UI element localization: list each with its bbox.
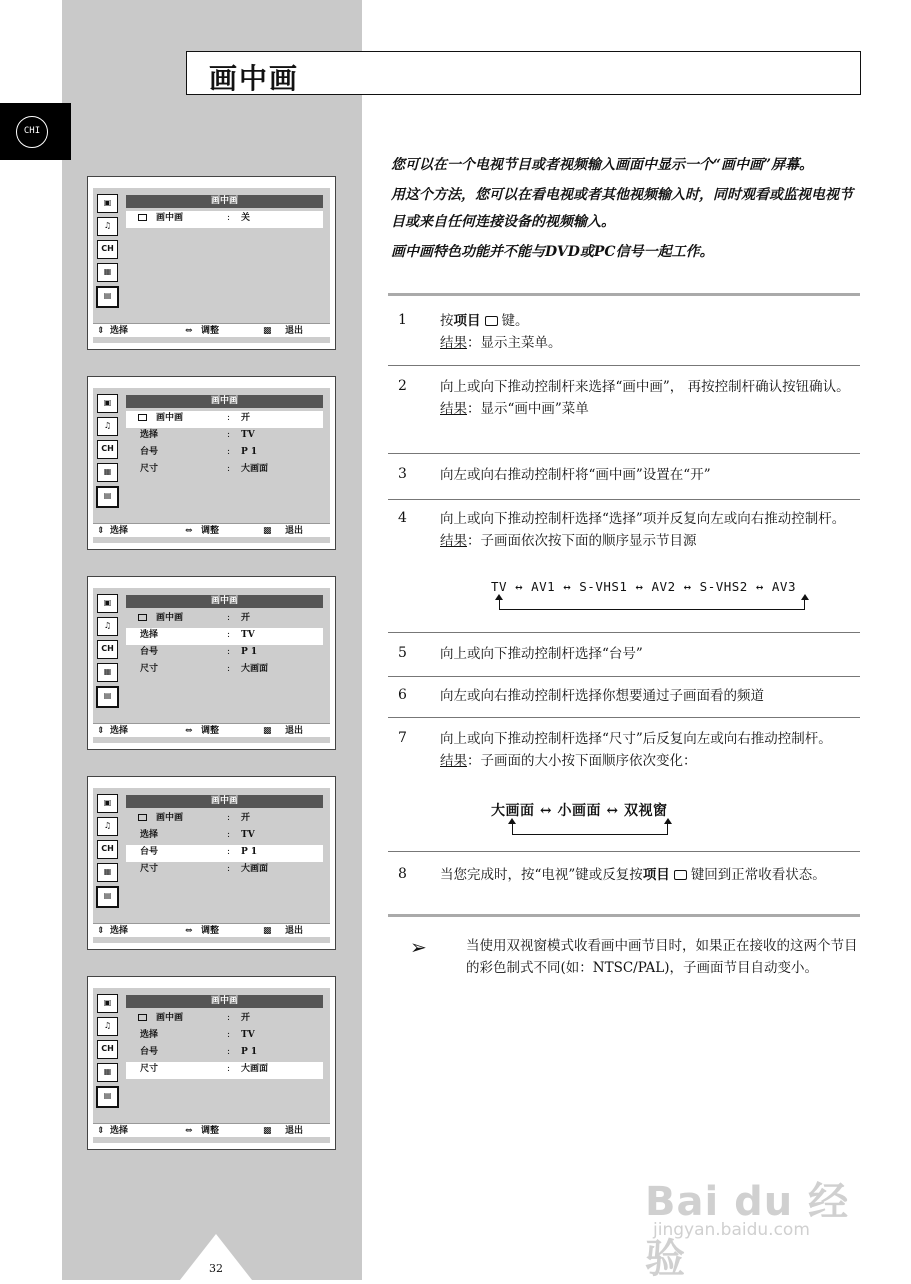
menu-row <box>126 1045 323 1062</box>
picture-icon: ▣ <box>97 794 118 813</box>
menu-key-icon: ▩ <box>263 726 272 736</box>
step-text: 向上或向下推动控制杆选择“选择”项并反复向左或向右推动控制杆。 结果：子画面依次按下面的顺序显示节目源 <box>440 511 846 549</box>
picture-icon: ▣ <box>97 994 118 1013</box>
pip-icon <box>138 614 147 621</box>
step-text-part: 当您完成时，按“电视”键或反复按 <box>440 867 643 883</box>
menu-row <box>126 428 323 445</box>
footer-adjust: 调整 <box>201 926 220 936</box>
menu-key-icon: ▩ <box>263 926 272 936</box>
footer-adjust: 调整 <box>201 526 220 536</box>
menu-row <box>126 811 323 828</box>
step-text: 向左或向右推动控制杆将“画中画”设置在“开” <box>440 467 711 483</box>
step-text: 向上或向下推动控制杆选择“台号” <box>440 646 643 662</box>
top-rule <box>388 293 860 296</box>
menu-rows <box>126 411 323 479</box>
step-keyword: 项目 <box>642 867 670 883</box>
footer-adjust: 调整 <box>201 326 220 336</box>
page-title-box <box>186 51 861 95</box>
watermark-brand: Bai du 经验 <box>645 1179 850 1282</box>
step-1 <box>388 300 860 364</box>
menu-row-label: 选择 <box>140 1030 159 1040</box>
menu-row <box>126 828 323 845</box>
menu-row-colon: : <box>227 1013 231 1023</box>
menu-row <box>126 211 323 228</box>
step-2 <box>388 365 860 453</box>
menu-header: 画中画 <box>126 795 323 808</box>
result-label: 结果 <box>440 335 467 351</box>
footer-select: 选择 <box>110 726 129 736</box>
menu-row-value: 大画面 <box>241 664 269 674</box>
footer-select: 选择 <box>110 1126 129 1136</box>
pip-menu-icon: ▤ <box>96 686 119 708</box>
updown-icon: ⇕ <box>97 1126 105 1136</box>
pip-menu-icon: ▤ <box>96 1086 119 1108</box>
menu-header: 画中画 <box>126 395 323 408</box>
menu-row <box>126 845 323 862</box>
menu-row <box>126 662 323 679</box>
menu-row-colon: : <box>227 413 231 423</box>
size-sequence: 大画面 ↔ 小画面 ↔ 双视窗 <box>491 803 668 819</box>
menu-key-icon: ▩ <box>263 326 272 336</box>
cycle-arrow <box>512 822 668 835</box>
pip-menu-screen <box>87 776 336 950</box>
leftright-icon: ⇔ <box>185 326 193 336</box>
bottom-rule <box>388 914 860 917</box>
footer-adjust: 调整 <box>201 726 220 736</box>
step-text-part: 向上或向下推动控制杆选择“选择”项并反复向左或向右推动控制杆。 <box>440 511 846 527</box>
pip-menu-icon: ▤ <box>96 486 119 508</box>
menu-row-label: 尺寸 <box>140 464 159 474</box>
menu-row-colon: : <box>227 664 231 674</box>
menu-row-label: 台号 <box>140 647 159 657</box>
menu-icon-column <box>97 194 118 312</box>
cycle-arrow <box>499 598 805 610</box>
intro-text <box>391 152 861 269</box>
menu-row <box>126 1011 323 1028</box>
setup-icon: ▦ <box>97 1063 118 1082</box>
result-text: 显示“画中画”菜单 <box>480 401 589 417</box>
footer-select: 选择 <box>110 926 129 936</box>
step-number: 6 <box>398 687 407 703</box>
updown-icon: ⇕ <box>97 526 105 536</box>
menu-icon-column <box>97 394 118 512</box>
step-number: 5 <box>398 645 407 661</box>
channel-icon: CH <box>97 640 118 659</box>
menu-body <box>93 588 330 743</box>
footer-exit: 退出 <box>285 726 304 736</box>
picture-icon: ▣ <box>97 594 118 613</box>
result-text: 显示主菜单。 <box>480 335 562 351</box>
pip-menu-screen <box>87 176 336 350</box>
menu-row-value: P 1 <box>241 847 258 857</box>
pip-menu-screen <box>87 376 336 550</box>
menu-row-value: TV <box>241 830 255 840</box>
menu-row-value: 大画面 <box>241 864 269 874</box>
menu-row-colon: : <box>227 647 231 657</box>
menu-row-value: 关 <box>241 213 251 223</box>
menu-rows <box>126 1011 323 1079</box>
menu-footer <box>93 1123 330 1137</box>
menu-row <box>126 445 323 462</box>
menu-body <box>93 188 330 343</box>
intro-paragraph: 用这个方法，您可以在看电视或者其他视频输入时，同时观看或监视电视节目或来自任何连接设备的视频输入。 <box>391 187 853 230</box>
watermark <box>645 1150 885 1282</box>
language-tab <box>0 103 71 160</box>
menu-row <box>126 411 323 428</box>
menu-row-value: 开 <box>241 413 251 423</box>
updown-icon: ⇕ <box>97 326 105 336</box>
sound-icon: ♫ <box>97 617 118 636</box>
step-text: 按项目 键。 结果：显示主菜单。 <box>440 313 562 351</box>
menu-row-label: 台号 <box>140 447 159 457</box>
menu-icon-column <box>97 994 118 1112</box>
step-5 <box>388 632 860 676</box>
menu-row-colon: : <box>227 813 231 823</box>
menu-row-colon: : <box>227 630 231 640</box>
pip-icon <box>138 1014 147 1021</box>
menu-row-label: 台号 <box>140 847 159 857</box>
leftright-icon: ⇔ <box>185 526 193 536</box>
menu-row-value: TV <box>241 1030 255 1040</box>
pip-menu-icon: ▤ <box>96 886 119 908</box>
footer-exit: 退出 <box>285 526 304 536</box>
step-text-part: 向上或向下推动控制杆选择“尺寸”后反复向左或向右推动控制杆。 <box>440 731 832 747</box>
picture-icon: ▣ <box>97 394 118 413</box>
menu-row-label: 画中画 <box>156 1013 184 1023</box>
menu-footer <box>93 723 330 737</box>
language-label: CHI <box>16 116 48 148</box>
step-text <box>440 864 858 886</box>
menu-icon-column <box>97 794 118 912</box>
menu-row-label: 画中画 <box>156 413 184 423</box>
menu-row-label: 画中画 <box>156 813 184 823</box>
menu-row-colon: : <box>227 847 231 857</box>
menu-rows <box>126 211 323 228</box>
menu-row-label: 选择 <box>140 830 159 840</box>
menu-row-label: 选择 <box>140 430 159 440</box>
setup-icon: ▦ <box>97 663 118 682</box>
pip-icon <box>138 214 147 221</box>
menu-header: 画中画 <box>126 595 323 608</box>
menu-row-colon: : <box>227 864 231 874</box>
menu-row-colon: : <box>227 447 231 457</box>
menu-row-colon: : <box>227 430 231 440</box>
step-number: 7 <box>398 730 407 746</box>
menu-row-value: 开 <box>241 1013 251 1023</box>
pip-menu-icon: ▤ <box>96 286 119 308</box>
menu-row-value: 开 <box>241 613 251 623</box>
menu-row <box>126 645 323 662</box>
step-text-part: 按 <box>440 313 454 329</box>
menu-body <box>93 388 330 543</box>
menu-row-colon: : <box>227 1064 231 1074</box>
updown-icon: ⇕ <box>97 726 105 736</box>
menu-row-value: 大画面 <box>241 1064 269 1074</box>
menu-rows <box>126 611 323 679</box>
menu-row-label: 选择 <box>140 630 159 640</box>
updown-icon: ⇕ <box>97 926 105 936</box>
menu-row-value: P 1 <box>241 647 258 657</box>
menu-row-label: 台号 <box>140 1047 159 1057</box>
step-4 <box>388 499 860 632</box>
menu-row <box>126 862 323 879</box>
menu-row-colon: : <box>227 464 231 474</box>
menu-row-value: 开 <box>241 813 251 823</box>
step-number: 4 <box>398 510 407 526</box>
sound-icon: ♫ <box>97 417 118 436</box>
pip-menu-screen <box>87 976 336 1150</box>
step-text: 向上或向下推动控制杆选择“尺寸”后反复向左或向右推动控制杆。 结果：子画面的大小按下面顺序依次变化： <box>440 731 832 769</box>
result-label: 结果 <box>440 533 467 549</box>
menu-key-icon <box>674 870 687 880</box>
step-text-part: 键。 <box>501 313 529 329</box>
sound-icon: ♫ <box>97 1017 118 1036</box>
step-text-part: 向上或向下推动控制杆来选择“画中画”， 再按控制杆确认按钮确认。 <box>440 379 850 395</box>
menu-row-value: P 1 <box>241 447 258 457</box>
picture-icon: ▣ <box>97 194 118 213</box>
source-sequence: TV ↔ AV1 ↔ S-VHS1 ↔ AV2 ↔ S-VHS2 ↔ AV3 <box>491 579 796 594</box>
note-arrow-icon: ➢ <box>410 935 427 959</box>
setup-icon: ▦ <box>97 463 118 482</box>
result-label: 结果 <box>440 401 467 417</box>
step-8 <box>388 851 860 913</box>
footer-exit: 退出 <box>285 326 304 336</box>
intro-paragraph: 画中画特色功能并不能与DVD或PC信号一起工作。 <box>391 244 714 260</box>
channel-icon: CH <box>97 840 118 859</box>
pip-menu-screen <box>87 576 336 750</box>
footer-select: 选择 <box>110 326 129 336</box>
step-text-part: 键回到正常收看状态。 <box>690 867 826 883</box>
page-title: 画中画 <box>209 62 300 95</box>
menu-row-value: 大画面 <box>241 464 269 474</box>
step-text: 向上或向下推动控制杆来选择“画中画”， 再按控制杆确认按钮确认。 结果：显示“画中画”菜单 <box>440 379 850 417</box>
result-text: 子画面依次按下面的顺序显示节目源 <box>480 533 697 549</box>
menu-row-colon: : <box>227 613 231 623</box>
menu-body <box>93 788 330 943</box>
menu-row-label: 尺寸 <box>140 664 159 674</box>
menu-rows <box>126 811 323 879</box>
menu-key-icon: ▩ <box>263 526 272 536</box>
menu-row-colon: : <box>227 830 231 840</box>
menu-body <box>93 988 330 1143</box>
step-text: 向左或向右推动控制杆选择你想要通过子画面看的频道 <box>440 688 764 704</box>
step-6 <box>388 676 860 717</box>
menu-row-colon: : <box>227 213 231 223</box>
menu-icon-column <box>97 594 118 712</box>
menu-row-label: 画中画 <box>156 613 184 623</box>
menu-key-icon <box>485 316 498 326</box>
menu-row-value: P 1 <box>241 1047 258 1057</box>
watermark-url: jingyan.baidu.com <box>653 1220 810 1240</box>
pip-icon <box>138 414 147 421</box>
step-7 <box>388 717 860 851</box>
leftright-icon: ⇔ <box>185 726 193 736</box>
menu-key-icon: ▩ <box>263 1126 272 1136</box>
step-number: 1 <box>398 312 407 328</box>
menu-header: 画中画 <box>126 195 323 208</box>
sound-icon: ♫ <box>97 817 118 836</box>
setup-icon: ▦ <box>97 263 118 282</box>
menu-row-colon: : <box>227 1030 231 1040</box>
menu-row-label: 尺寸 <box>140 1064 159 1074</box>
step-number: 8 <box>398 866 407 882</box>
menu-footer <box>93 923 330 937</box>
menu-row-label: 画中画 <box>156 213 184 223</box>
menu-row <box>126 628 323 645</box>
menu-row-label: 尺寸 <box>140 864 159 874</box>
menu-row <box>126 1062 323 1079</box>
menu-header: 画中画 <box>126 995 323 1008</box>
menu-row <box>126 462 323 479</box>
channel-icon: CH <box>97 440 118 459</box>
intro-paragraph: 您可以在一个电视节目或者视频输入画面中显示一个“画中画”屏幕。 <box>391 157 814 173</box>
menu-row <box>126 1028 323 1045</box>
note-text: 当使用双视窗模式收看画中画节目时，如果正在接收的这两个节目的彩色制式不同(如：NTSC/PAL)，子画面节目自动变小。 <box>466 938 858 976</box>
step-keyword: 项目 <box>453 313 481 329</box>
leftright-icon: ⇔ <box>185 1126 193 1136</box>
footer-exit: 退出 <box>285 926 304 936</box>
pip-icon <box>138 814 147 821</box>
result-text: 子画面的大小按下面顺序依次变化： <box>480 753 697 769</box>
leftright-icon: ⇔ <box>185 926 193 936</box>
page-number: 32 <box>209 1262 223 1275</box>
menu-footer <box>93 523 330 537</box>
step-3 <box>388 453 860 499</box>
channel-icon: CH <box>97 240 118 259</box>
setup-icon: ▦ <box>97 863 118 882</box>
step-number: 3 <box>398 466 407 482</box>
channel-icon: CH <box>97 1040 118 1059</box>
menu-row <box>126 611 323 628</box>
menu-row-value: TV <box>241 630 255 640</box>
menu-row-colon: : <box>227 1047 231 1057</box>
result-label: 结果 <box>440 753 467 769</box>
footer-exit: 退出 <box>285 1126 304 1136</box>
menu-row-value: TV <box>241 430 255 440</box>
footer-select: 选择 <box>110 526 129 536</box>
sound-icon: ♫ <box>97 217 118 236</box>
menu-footer <box>93 323 330 337</box>
step-number: 2 <box>398 378 407 394</box>
footer-adjust: 调整 <box>201 1126 220 1136</box>
